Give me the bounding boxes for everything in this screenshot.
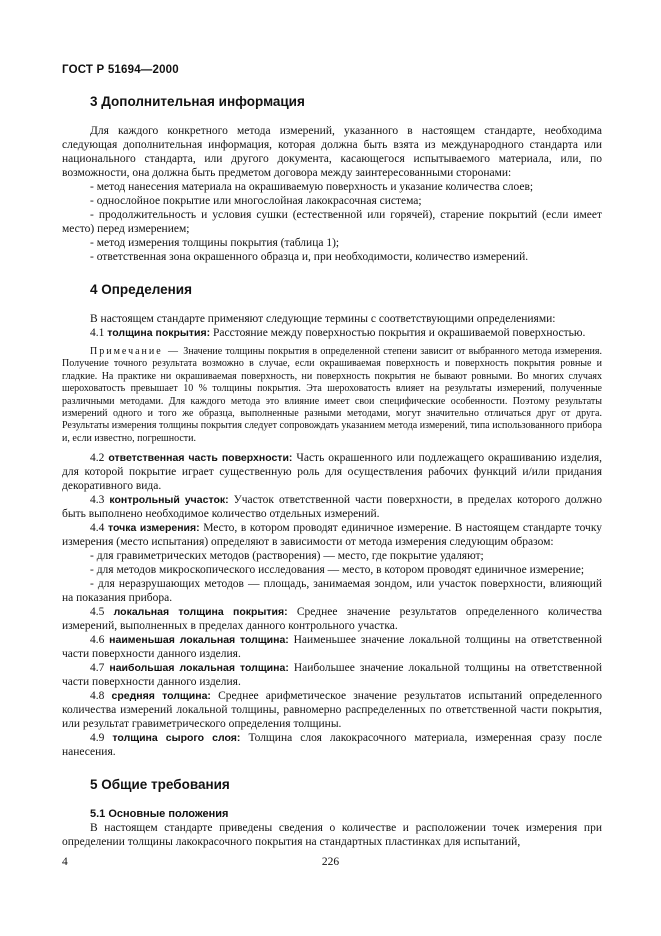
subsection-5-1-text: В настоящем стандарте приведены сведения о количестве и расположении точек измерения при определении толщины лакокрасочного покрытия на стандартных пластинках для испытаний, <box>62 822 602 849</box>
definition-text: Место, в котором проводят единичное измерение. В настоящем стандарте точку измерения (место испытания) определяют в зависимости от метода измерения следующим образом: <box>62 522 602 549</box>
section-3-item: - метод нанесения материала на окрашиваемую поверхность и указание количества слоев; <box>90 181 534 193</box>
subsection-5-1-heading: 5.1 Основные положения <box>90 808 229 821</box>
definition-number: 4.4 <box>90 522 105 535</box>
section-3-item: - продолжительность и условия сушки (естественной или горячей), старение покрытий (если имеет место) перед измерением; <box>62 209 602 235</box>
definition-4-9 <box>62 731 602 759</box>
note-lead: Примечание — <box>90 346 180 357</box>
definition-number: 4.1 <box>90 327 105 339</box>
definition-4-5 <box>62 605 602 633</box>
definition-4-3 <box>62 493 602 521</box>
definition-text: Часть окрашенного или подлежащего окрашиванию изделия, для которой покрытие играет существенную роль для осуществления рабочих функций и/или придания декоративного вида. <box>62 452 603 493</box>
definition-term: контрольный участок: <box>109 494 229 507</box>
definition-number: 4.7 <box>90 662 105 675</box>
document-code-header: ГОСТ Р 51694—2000 <box>62 64 179 76</box>
definition-term: точка измерения: <box>107 522 200 535</box>
definition-term: толщина покрытия: <box>107 327 211 339</box>
section-3-item: - однослойное покрытие или многослойная лакокрасочная система; <box>90 195 422 207</box>
definition-4-6 <box>62 633 602 661</box>
definition-number: 4.5 <box>90 606 105 619</box>
section-3-item: - метод измерения толщины покрытия (таблица 1); <box>90 237 340 249</box>
definition-4-4-item: - для неразрушающих методов — площадь, занимаемая зондом, или участок поверхности, влияющий на показания прибора. <box>62 578 602 605</box>
definition-number: 4.9 <box>90 732 105 745</box>
local-page-number: 4 <box>62 856 68 868</box>
definition-term: локальная толщина покрытия: <box>113 606 288 619</box>
section-3-heading: 3 Дополнительная информация <box>90 94 305 109</box>
definition-4-4-item: - для методов микроскопического исследования — место, в котором проводят единичное измерение; <box>90 564 585 577</box>
section-5-heading: 5 Общие требования <box>90 777 230 793</box>
definition-4-8 <box>62 689 602 731</box>
definition-text: Участок ответственной части поверхности, в пределах которого должно быть выполнено необходимое количество отдельных измерений. <box>62 494 603 521</box>
definition-number: 4.2 <box>90 452 105 465</box>
definition-text: Толщина слоя лакокрасочного материала, измеренная сразу после нанесения. <box>62 732 603 759</box>
page-content <box>62 92 602 849</box>
section-4-intro: В настоящем стандарте применяют следующие термины с соответствующими определениями: <box>90 313 556 325</box>
definition-text: Наибольшее значение локальной толщины на ответственной части поверхности данного изделия. <box>62 662 603 689</box>
definition-term: толщина сырого слоя: <box>112 732 241 745</box>
definition-text: Среднее значение результатов определенного количества измерений, выполненных в пределах данного контрольного участка. <box>62 606 603 633</box>
definition-number: 4.8 <box>90 690 105 703</box>
definition-term: наименьшая локальная толщина: <box>109 634 289 647</box>
note-text: Значение толщины покрытия в определенной степени зависит от выбранного метода измерения. Получение точного результата возможно в случае, если окрашиваемая поверхность и поверхность покрытия ровные и гладкие. На практике ни окрашиваемая поверхность, ни поверхность покрытия не бывают ровными. Во многих случаях шероховатость превышает 10 % толщины покрытия. Эта шероховатость влияет на результаты измерений, полученные различными методами. Для каждого метода это влияние имеет свои специфические особенности. Поэтому результаты измерений одного и того же образца, выполненные разными методами, могут значительно отличаться друг от друга. Результаты измерения толщины покрытия следует сопровождать указанием метода измерений, типа использованного прибора и, если известно, погрешности. <box>62 346 603 444</box>
definition-number: 4.6 <box>90 634 105 647</box>
definition-text: Среднее арифметическое значение результатов испытаний определенного количества измерений локальной толщины, равномерно распределенных по ответственной части покрытия, или результат гравиметрического определения толщины. <box>62 690 602 731</box>
definition-text: Наименьшее значение локальной толщины на ответственной части поверхности данного изделия. <box>62 634 603 661</box>
definition-term: средняя толщина: <box>111 690 211 703</box>
section-3-item: - ответственная зона окрашенного образца и, при необходимости, количество измерений. <box>90 251 529 263</box>
definition-4-7 <box>62 661 602 689</box>
definition-4-4-item: - для гравиметрических методов (растворения) — место, где покрытие удаляют; <box>90 550 484 563</box>
definition-term: ответственная часть поверхности: <box>108 452 293 465</box>
definition-note <box>62 346 602 445</box>
global-page-number: 226 <box>321 856 340 868</box>
definition-term: наибольшая локальная толщина: <box>109 662 289 675</box>
definition-number: 4.3 <box>90 494 105 507</box>
definition-text: Расстояние между поверхностью покрытия и окрашиваемой поверхностью. <box>212 327 586 339</box>
section-3-intro: Для каждого конкретного метода измерений, указанного в настоящем стандарте, необходима следующая дополнительная информация, которая должна быть взята из международного стандарта или национального стандарта, или другого документа, касающегося испытываемого материала, или, по возможности, она должна быть предметом договора между заинтересованными сторонами: <box>62 125 602 179</box>
section-4-heading: 4 Определения <box>90 282 192 297</box>
definition-4-4 <box>62 521 602 549</box>
definition-4-1 <box>62 326 602 340</box>
definition-4-2 <box>62 451 602 493</box>
